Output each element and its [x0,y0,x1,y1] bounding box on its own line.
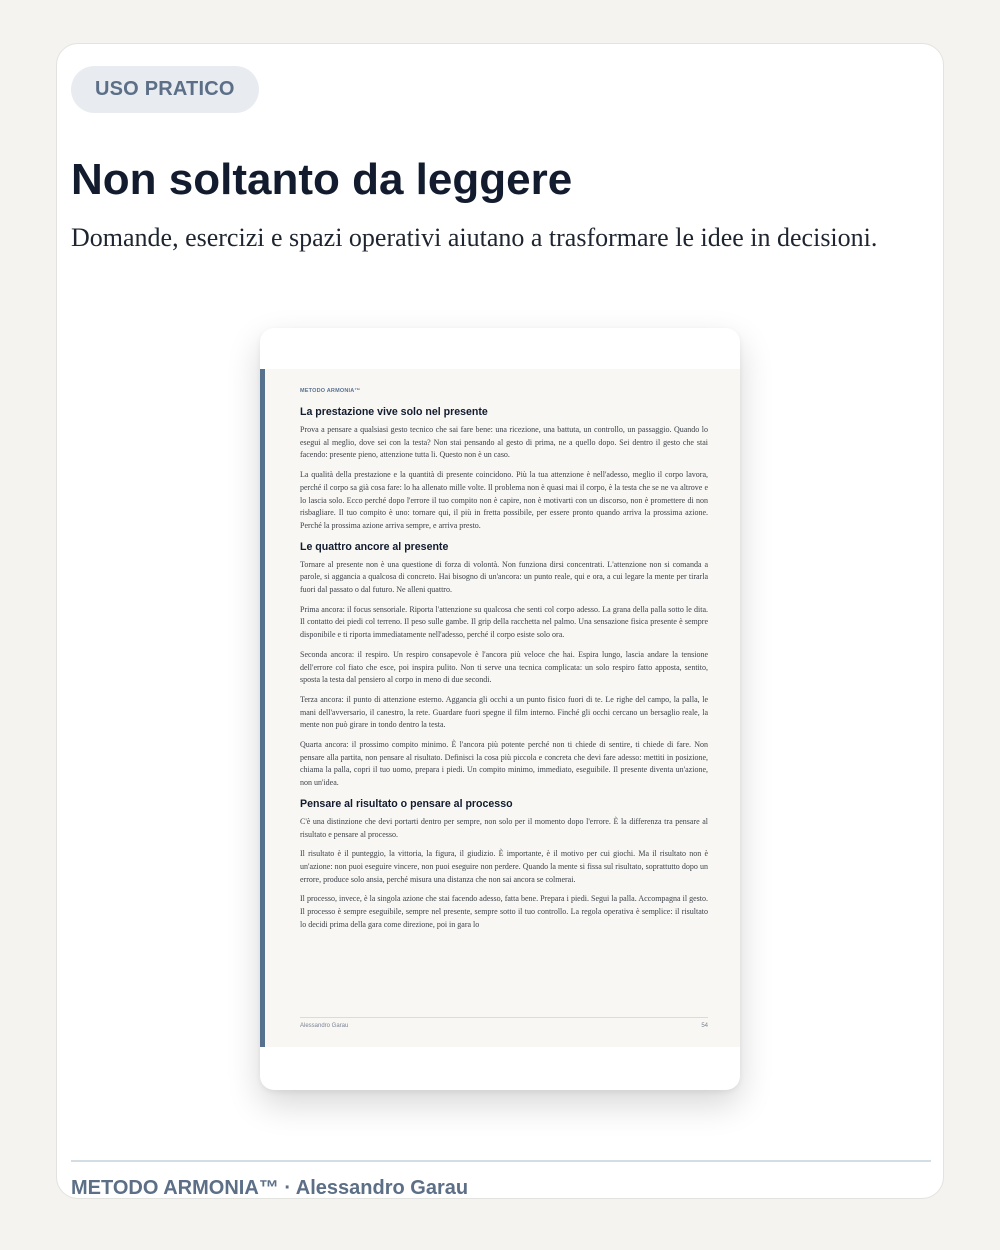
book-page-preview [260,328,740,1090]
paragraph: La qualità della prestazione e la quantità di presente coincidono. Più la tua attenzione è nell'adesso, meglio il corpo lavora, perché il corpo sa già cosa fare: lo ha allenato mille volte. Il problema non è quasi mai il corpo, è la testa che se ne va altrove e lo lascia solo. Ecco perché dopo l'errore il tuo compito non è capire, non è motivarti con un discorso, non è promettere di non risbagliare. Il tuo compito è uno: tornare qui, il più in fretta possibile, per essere pronto quando arriva la prossima azione. Perché la prossima azione arriva sempre, e arriva presto. [300,470,708,530]
paragraph: C'è una distinzione che devi portarti dentro per sempre, non solo per il momento dopo l'errore. È la differenza tra pensare al risultato e pensare al processo. [300,816,708,839]
page-title: Non soltanto da leggere [71,155,573,204]
content-card [56,43,944,1199]
running-head: METODO ARMONIA™ [300,388,361,394]
paragraph: Prima ancora: il focus sensoriale. Riporta l'attenzione su qualcosa che senti col corpo adesso. La grana della palla sotto le dita. Il contatto dei piedi col terreno. Il peso sulle gambe. Il grip della racchetta nel palmo. Una sensazione fisica presente è sempre disponibile e ti riporta immediatamente nell'adesso, perché il corpo esiste solo ora. [300,604,708,640]
footer-credit: METODO ARMONIA™ · Alessandro Garau [71,1177,469,1199]
section-heading: Le quattro ancore al presente [300,540,449,553]
paragraph: Tornare al presente non è una questione di forza di volontà. Non funziona dirsi concentrati. L'attenzione non si comanda a parole, si aggancia a qualcosa di concreto. Hai bisogno di un'ancora: un punto reale, qui e ora, a cui legare la mente per tirarla fuori dal passato o dal futuro. Ne alleni quattro. [300,559,708,595]
paragraph: Quarta ancora: il prossimo compito minimo. È l'ancora più potente perché non ti chiede di sentire, ti chiede di fare. Non pensare alla partita, non pensare al risultato. Definisci la cosa più piccola e concreta che devi fare adesso: mettiti in posizione, chiama la palla, copri il tuo uomo, prepara i piedi. Un compito minimo, immediato, eseguibile. Il presente diventa un'azione, non un'idea. [300,740,708,788]
section-heading: Pensare al risultato o pensare al processo [300,797,513,810]
category-badge: USO PRATICO [71,66,259,113]
footer-divider [71,1160,931,1162]
book-page-footer [300,1017,708,1033]
paragraph: Il risultato è il punteggio, la vittoria, la figura, il giudizio. È importante, è il motivo per cui giochi. Ma il risultato non è un'azione: non puoi eseguire vincere, non puoi eseguire non perdere. Quando la mente si fissa sul risultato, soprattutto dopo un errore, produce solo ansia, perché misura una distanza che non sai ancora se colmerai. [300,849,708,884]
book-page-body [300,387,708,939]
page-footer-author: Alessandro Garau [300,1023,349,1029]
paragraph: Il processo, invece, è la singola azione che stai facendo adesso, fatta bene. Prepara i piedi. Segui la palla. Accompagna il gesto. Il processo è sempre eseguibile, sempre nel presente, sempre sotto il tuo controllo. La regola operativa è semplice: il risultato lo decidi prima della gara come direzione, poi in gara lo [300,894,708,929]
paragraph: Terza ancora: il punto di attenzione esterno. Aggancia gli occhi a un punto fisico fuori di te. Le righe del campo, la palla, le mani dell'avversario, il canestro, la rete. Guardare fuori spegne il film interno. Finché gli occhi cercano un bersaglio reale, la mente non può girare in tondo dentro la testa. [300,694,708,730]
page-subtitle: Domande, esercizi e spazi operativi aiutano a trasformare le idee in decisioni. [71,223,878,252]
paragraph: Seconda ancora: il respiro. Un respiro consapevole è l'ancora più veloce che hai. Espira lungo, lascia andare la tensione dell'errore col fiato che esce, poi inspira pulito. Non ti serve una tecnica complicata: un solo respiro fatto apposta, sentito, sposta la testa dal pensiero al corpo in meno di due secondi. [300,649,708,685]
book-page [260,369,740,1047]
page-number: 54 [701,1023,708,1029]
paragraph: Prova a pensare a qualsiasi gesto tecnico che sai fare bene: una ricezione, una battuta, un controllo, un passaggio. Quando lo esegui al meglio, dove sei con la testa? Non stai pensando al gesto di prima, ne a quello dopo. Sei dentro il gesto che stai facendo: presente pieno, attenzione tutta li. Questo non è un caso. [300,425,708,460]
section-heading: La prestazione vive solo nel presente [300,406,488,418]
